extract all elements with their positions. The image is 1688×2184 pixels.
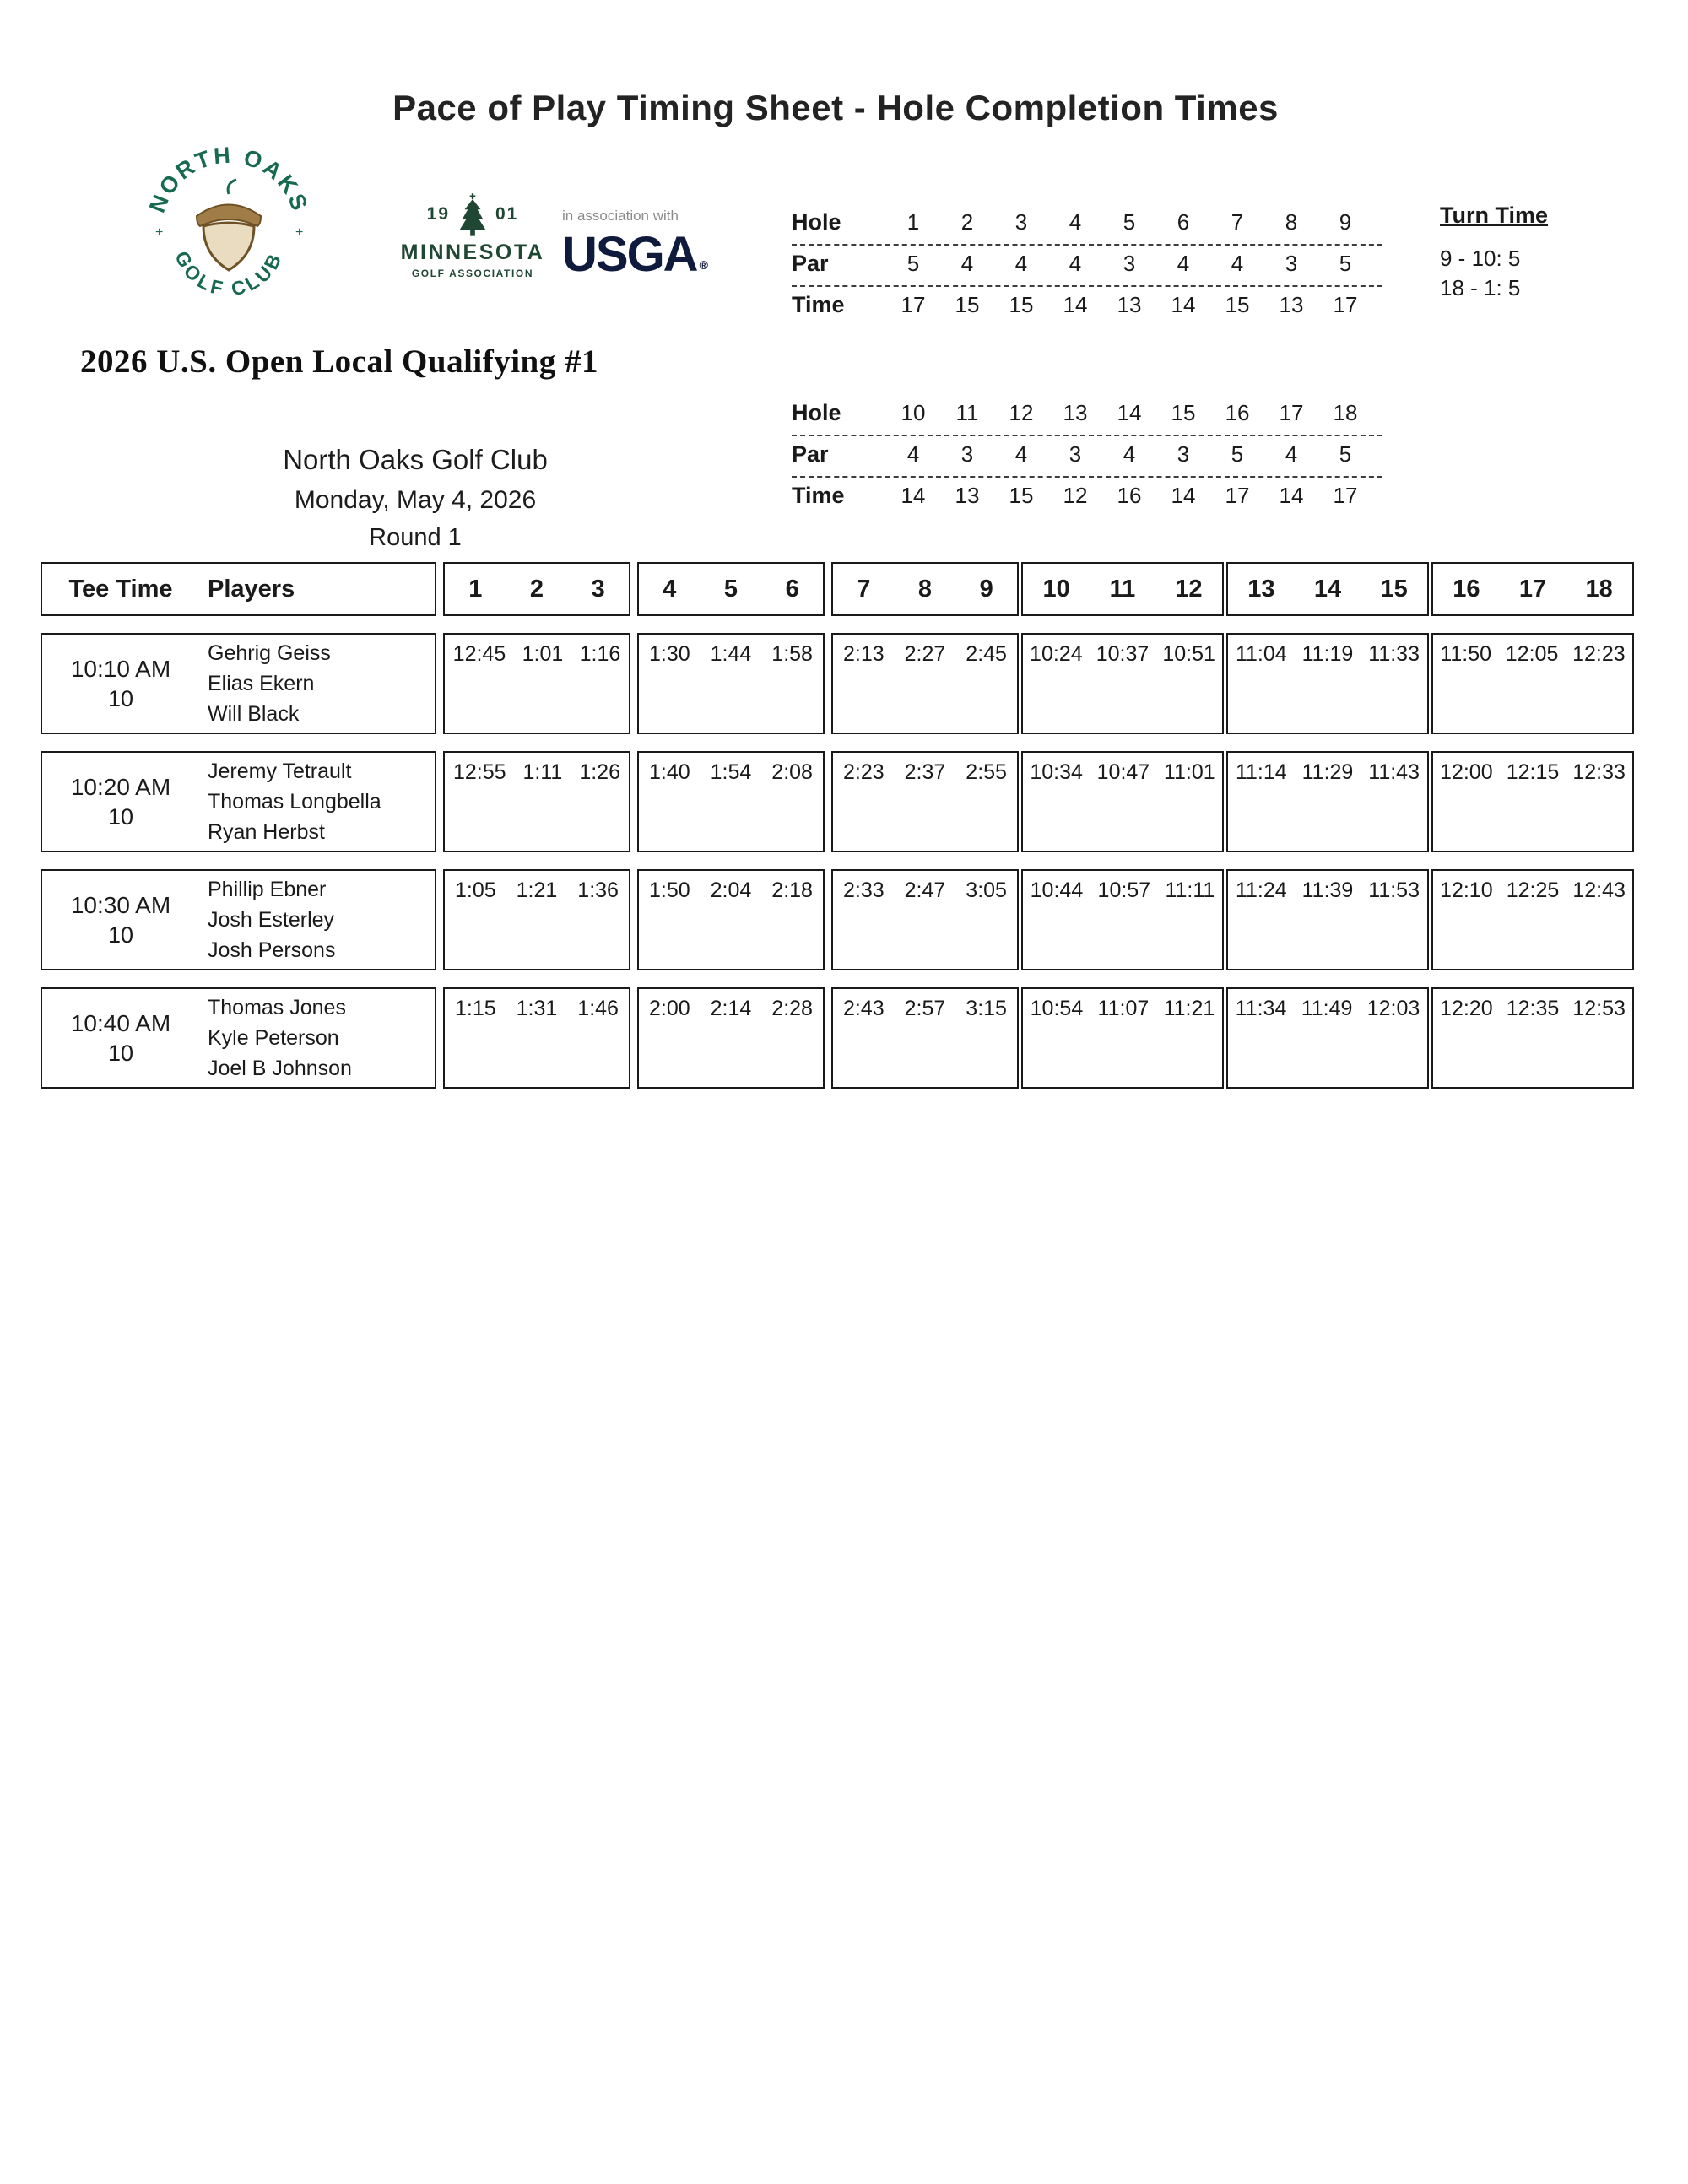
pace-row-label: Par [792,251,829,276]
pace-time-value: 14 [901,483,926,508]
completion-time: 2:13 [842,642,885,666]
hole-number: 8 [917,575,933,603]
mga-name: MINNESOTA [400,241,545,264]
pace-time-value: 17 [1333,292,1358,317]
times-group [1021,751,1224,852]
player-name: Will Black [208,702,300,726]
completion-time: 1:16 [579,642,621,666]
times-group [443,633,630,734]
pine-tree-icon [457,191,489,238]
hole-group-header [1431,562,1634,616]
hole-number: 4 [663,575,677,603]
hole-number: 5 [723,575,738,603]
pace-holes-value: 1 [906,209,920,235]
completion-time: 1:26 [579,760,620,784]
pace-holes-value: 17 [1279,400,1304,425]
times-group [1021,869,1224,970]
pace-holes-value: 15 [1171,400,1196,425]
pace-time-value: 14 [1171,483,1196,508]
completion-time: 1:01 [522,642,564,666]
hole-number: 16 [1453,575,1480,603]
times-group [1431,869,1634,970]
pace-par-value: 4 [960,251,974,276]
completion-time: 2:28 [771,997,813,1020]
pace-time-value: 13 [1117,292,1142,317]
completion-time: 2:37 [904,760,946,784]
pace-back-time-row [792,478,1382,517]
hole-group-header [831,562,1019,616]
times-group [637,987,825,1089]
mga-logo [390,191,555,279]
pace-par-value: 4 [1177,251,1190,276]
completion-time: 11:19 [1301,642,1354,666]
completion-time: 1:05 [454,878,496,902]
completion-time: 12:00 [1440,760,1493,784]
hole-number: 9 [979,575,993,603]
completion-time: 11:53 [1368,878,1420,902]
hole-number: 7 [857,575,871,603]
pace-par-value: 4 [1014,251,1028,276]
completion-time: 1:11 [522,760,563,784]
completion-time: 2:55 [966,760,1007,784]
completion-time: 12:03 [1366,997,1420,1020]
pace-time-value: 15 [1009,483,1034,508]
times-group [637,751,825,852]
completion-time: 11:01 [1163,760,1215,784]
mga-year-right: 01 [495,204,519,224]
pace-par-value: 3 [960,441,974,467]
player-name: Kyle Peterson [208,1026,339,1050]
turn-time-block [1440,203,1548,303]
completion-time: 2:27 [904,642,946,666]
times-group [1226,869,1429,970]
pace-holes-value: 12 [1009,400,1034,425]
pace-front-holes-row [792,204,1382,246]
pace-time-value: 13 [1279,292,1304,317]
times-group [831,751,1019,852]
event-round: Round 1 [369,524,462,551]
completion-time: 10:24 [1030,642,1083,666]
pace-time-value: 15 [1225,292,1250,317]
pace-time-value: 15 [955,292,980,317]
hole-group-header [637,562,825,616]
times-group [1431,633,1634,734]
crest-cross-right-icon: + [295,225,304,240]
pace-holes-value: 7 [1231,209,1244,235]
hole-number: 15 [1380,575,1408,603]
pace-par-value: 5 [906,251,920,276]
completion-time: 12:23 [1572,642,1626,666]
venue-block [142,444,689,552]
table-rows [41,633,1669,1089]
pace-holes-value: 5 [1123,209,1136,235]
row-info-box [41,869,436,970]
completion-time: 3:15 [966,997,1007,1020]
pace-holes-value: 18 [1333,400,1358,425]
pace-holes-value: 13 [1063,400,1088,425]
completion-time: 11:49 [1301,997,1353,1020]
completion-time: 1:31 [516,997,558,1020]
players-cell [199,753,435,851]
completion-time: 11:14 [1235,760,1287,784]
north-oaks-logo [135,145,322,310]
completion-time: 1:15 [454,997,496,1020]
hole-number: 13 [1247,575,1275,603]
tee-time-cell [42,753,199,851]
pace-par-value: 3 [1069,441,1082,467]
pace-time-value: 12 [1063,483,1088,508]
usga-logo-block [562,208,706,281]
completion-time: 11:11 [1165,878,1215,902]
tee-time-header: Tee Time [68,575,173,603]
header-info-box [41,562,436,616]
turn-time-title: Turn Time [1440,203,1549,228]
page-title: Pace of Play Timing Sheet - Hole Completion Times [392,88,1279,127]
completion-time: 11:04 [1235,642,1287,666]
player-name: Josh Esterley [208,908,335,932]
pace-back-holes-row [792,395,1382,436]
players-cell [199,871,435,969]
completion-time: 1:36 [577,878,619,902]
times-group [443,987,630,1089]
usga-text: USGA [562,227,697,282]
completion-time: 12:35 [1506,997,1560,1020]
completion-time: 12:15 [1506,760,1560,784]
pace-holes-value: 10 [901,400,926,425]
completion-time: 1:21 [516,878,558,902]
pace-holes-value: 4 [1069,209,1082,235]
mga-year-row [390,191,555,238]
group-row [41,987,1669,1089]
pace-par-value: 4 [1069,251,1082,276]
start-hole-value: 10 [107,1040,134,1066]
pace-row-label: Hole [792,400,841,425]
player-name: Joel B Johnson [208,1057,352,1080]
hole-group-header [443,562,630,616]
completion-time: 11:24 [1235,878,1287,902]
times-group [637,869,825,970]
completion-time: 1:50 [648,878,690,902]
completion-time: 1:54 [710,760,752,784]
pace-row-label: Par [792,441,829,467]
players-cell [199,989,435,1087]
times-group [831,987,1019,1089]
pace-time-value: 13 [955,483,980,508]
event-title: 2026 U.S. Open Local Qualifying #1 [80,343,598,380]
pace-holes-value: 14 [1117,400,1142,425]
completion-time: 2:08 [771,760,813,784]
completion-time: 11:34 [1235,997,1287,1020]
players-cell [199,635,435,733]
times-group [831,869,1019,970]
player-name: Elias Ekern [208,672,315,695]
pace-time-value: 14 [1063,292,1088,317]
venue-name: North Oaks Golf Club [283,444,548,475]
completion-time: 2:43 [842,997,885,1020]
pace-par-value: 5 [1231,441,1244,467]
times-group [1226,751,1429,852]
hole-number: 17 [1518,575,1547,603]
usga-logo [562,227,708,282]
turn-time-back: 18 - 1: 5 [1440,275,1521,300]
times-group [1226,987,1429,1089]
times-group [1021,633,1224,734]
completion-time: 10:57 [1097,878,1151,902]
player-name: Josh Persons [208,938,336,962]
pace-time-value: 17 [1225,483,1250,508]
completion-time: 12:20 [1440,997,1493,1020]
hole-number: 1 [468,575,483,603]
completion-time: 2:04 [710,878,752,902]
pace-par-value: 5 [1339,441,1352,467]
completion-time: 11:50 [1440,642,1492,666]
tee-time-cell [42,635,199,733]
pace-time-value: 15 [1009,292,1034,317]
group-row [41,633,1669,734]
completion-time: 10:37 [1096,642,1150,666]
pace-holes-value: 16 [1225,400,1250,425]
times-group [1226,633,1429,734]
pace-par-value: 4 [1014,441,1028,467]
north-oaks-arc-top-text: NORTH OAKS [143,145,314,216]
pace-time-value: 17 [901,292,926,317]
pace-holes-value: 6 [1177,209,1190,235]
pace-table-back-nine [792,395,1382,517]
start-hole-value: 10 [107,803,134,830]
north-oaks-crest-icon [135,145,322,305]
pace-holes-value: 11 [955,400,979,425]
completion-time: 11:07 [1097,997,1150,1020]
tee-time-cell [42,871,199,969]
completion-time: 10:34 [1030,760,1083,784]
pace-back-par-row [792,436,1382,478]
completion-time: 2:57 [904,997,946,1020]
completion-time: 2:23 [842,760,885,784]
player-name: Jeremy Tetrault [208,760,352,783]
completion-time: 12:43 [1572,878,1626,902]
hole-number: 11 [1109,575,1136,603]
pace-par-value: 3 [1123,251,1136,276]
tee-time-value: 10:20 AM [70,773,171,800]
completion-time: 11:29 [1301,760,1354,784]
completion-time: 2:18 [771,878,813,902]
completion-time: 12:53 [1572,997,1626,1020]
association-text: in association with [562,208,679,224]
pace-holes-value: 9 [1339,209,1352,235]
start-hole-value: 10 [107,922,134,948]
row-info-box [41,987,436,1089]
times-group [443,751,630,852]
pace-par-value: 4 [1123,441,1136,467]
completion-time: 2:14 [710,997,752,1020]
pace-time-value: 16 [1117,483,1142,508]
tee-time-cell [42,989,199,1087]
pace-time-value: 14 [1171,292,1196,317]
hole-group-header [1021,562,1224,616]
pace-holes-value: 3 [1014,209,1028,235]
completion-time: 2:33 [842,878,885,902]
pace-par-value: 4 [906,441,920,467]
pace-par-value: 3 [1177,441,1190,467]
group-row [41,751,1669,852]
times-group [443,869,630,970]
times-group [1021,987,1224,1089]
hole-number: 3 [591,575,605,603]
completion-time: 11:39 [1301,878,1354,902]
completion-time: 3:05 [966,878,1007,902]
pace-time-value: 17 [1333,483,1358,508]
timing-table [41,562,1669,1089]
tee-time-value: 10:10 AM [70,655,171,682]
pace-holes-value: 2 [960,209,974,235]
hole-group-header [1226,562,1429,616]
times-group [831,633,1019,734]
start-hole-value: 10 [107,685,134,711]
completion-time: 10:44 [1030,878,1084,902]
row-info-box [41,751,436,852]
times-group [1431,751,1634,852]
mga-year-left: 19 [426,204,450,224]
pace-row-label: Time [792,483,845,508]
player-name: Ryan Herbst [208,820,325,844]
completion-time: 12:33 [1572,760,1626,784]
players-header: Players [208,575,295,603]
pace-par-value: 3 [1285,251,1298,276]
row-info-box [41,633,436,734]
hole-number: 14 [1313,575,1342,603]
completion-time: 1:58 [771,642,813,666]
completion-time: 10:51 [1162,642,1215,666]
hole-number: 2 [529,575,544,603]
completion-time: 10:47 [1096,760,1150,784]
player-name: Gehrig Geiss [208,641,331,665]
pace-par-value: 5 [1339,251,1352,276]
completion-time: 2:47 [904,878,946,902]
table-header-row [41,562,1669,616]
event-date: Monday, May 4, 2026 [294,486,537,514]
completion-time: 1:46 [577,997,619,1020]
pace-table-front-nine [792,204,1382,327]
mga-subtitle: GOLF ASSOCIATION [411,268,534,279]
times-group [1431,987,1634,1089]
acorn-icon [197,180,261,270]
completion-time: 1:30 [648,642,690,666]
completion-time: 2:00 [648,997,690,1020]
hole-number: 6 [785,575,799,603]
tee-time-value: 10:40 AM [70,1009,171,1036]
completion-time: 11:33 [1368,642,1420,666]
hole-number: 10 [1042,575,1070,603]
completion-time: 1:40 [648,760,690,784]
pace-front-par-row [792,246,1382,287]
pace-time-value: 14 [1279,483,1304,508]
completion-time: 12:45 [452,642,506,666]
hole-number: 18 [1585,575,1613,603]
completion-time: 12:10 [1440,878,1493,902]
turn-time-front: 9 - 10: 5 [1440,246,1521,271]
pace-par-value: 4 [1231,251,1244,276]
completion-time: 11:21 [1163,997,1215,1020]
player-name: Phillip Ebner [208,878,327,901]
crest-cross-left-icon: + [155,225,164,240]
registered-mark: ® [699,258,708,272]
completion-time: 12:55 [452,760,506,784]
player-name: Thomas Longbella [208,790,381,814]
pace-holes-value: 8 [1285,209,1298,235]
hole-number: 12 [1175,575,1203,603]
tee-time-value: 10:30 AM [70,891,171,918]
completion-time: 10:54 [1030,997,1084,1020]
pace-row-label: Time [792,292,845,317]
completion-time: 11:43 [1368,760,1420,784]
pace-par-value: 4 [1285,441,1298,467]
completion-time: 2:45 [966,642,1007,666]
times-group [637,633,825,734]
pace-front-time-row [792,287,1382,327]
completion-time: 1:44 [710,642,752,666]
pace-row-label: Hole [792,209,841,235]
completion-time: 12:25 [1506,878,1560,902]
completion-time: 12:05 [1505,642,1559,666]
player-name: Thomas Jones [208,996,346,1019]
group-row [41,869,1669,970]
north-oaks-arc-bottom-text: GOLF CLUB [170,247,287,300]
